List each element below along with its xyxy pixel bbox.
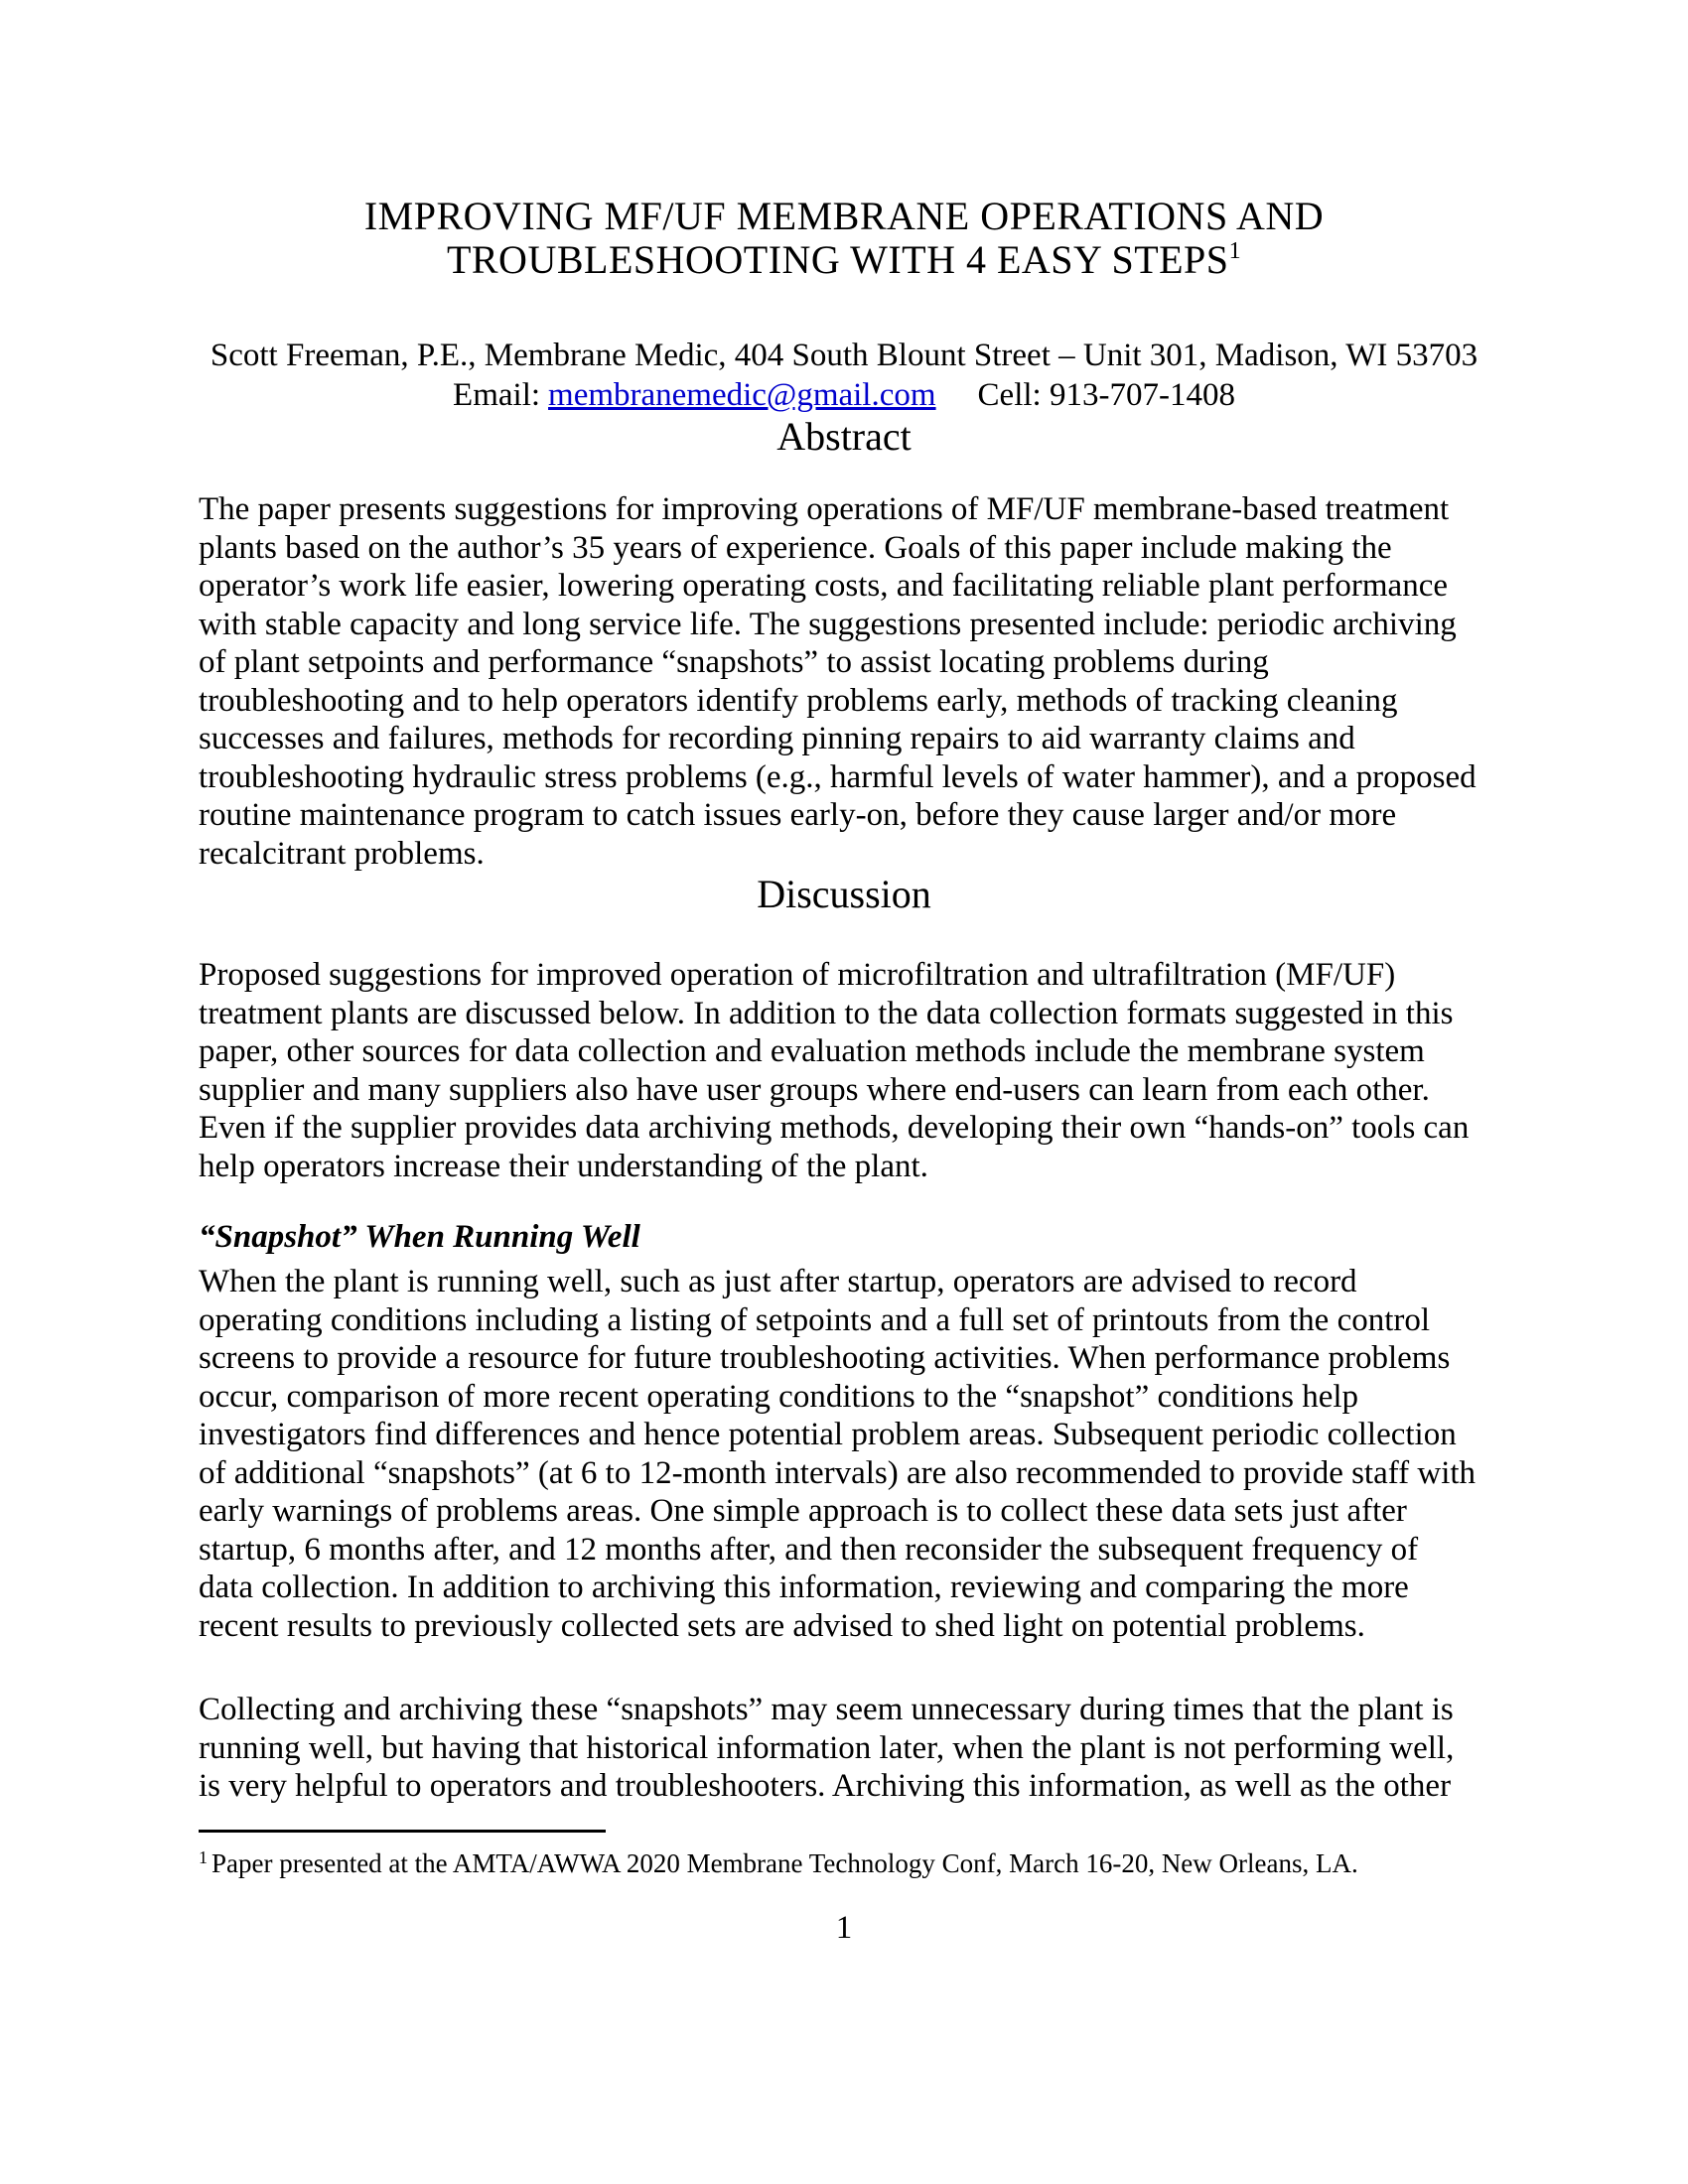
abstract-paragraph <box>199 490 1489 873</box>
text-line: treatment plants are discussed below. In addition to the data collection formats suggested in this <box>199 995 1454 1031</box>
footnote <box>199 1848 1489 1882</box>
text-line: of plant setpoints and performance “snapshots” to assist locating problems during <box>199 644 1269 680</box>
discussion-paragraph-3 <box>199 1691 1489 1806</box>
text-line: screens to provide a resource for future troubleshooting activities. When performance problems <box>199 1340 1451 1376</box>
footnote-marker: 1 <box>199 1846 208 1867</box>
author-line: Scott Freeman, P.E., Membrane Medic, 404 South Blount Street – Unit 301, Madison, WI 53703 <box>210 338 1478 373</box>
text-line: with stable capacity and long service life. The suggestions presented include: periodic archiving <box>199 606 1457 642</box>
text-line: plants based on the author’s 35 years of experience. Goals of this paper include making the <box>199 529 1392 566</box>
email-label: Email: <box>453 377 541 413</box>
discussion-paragraph-2 <box>199 1263 1489 1645</box>
text-line: successes and failures, methods for recording pinning repairs to aid warranty claims and <box>199 721 1355 756</box>
text-line: routine maintenance program to catch issues early-on, before they cause larger and/or more <box>199 797 1397 833</box>
page-number: 1 <box>835 1909 853 1946</box>
text-line: startup, 6 months after, and 12 months after, and then reconsider the subsequent frequency of <box>199 1531 1419 1568</box>
paper-title-line-1: IMPROVING MF/UF MEMBRANE OPERATIONS AND <box>363 194 1325 238</box>
text-line: paper, other sources for data collection and evaluation methods include the membrane system <box>199 1033 1425 1069</box>
text-line: occur, comparison of more recent operating conditions to the “snapshot” conditions help <box>199 1378 1359 1415</box>
discussion-heading: Discussion <box>757 872 931 916</box>
discussion-paragraph-1 <box>199 956 1489 1185</box>
abstract-heading: Abstract <box>776 414 912 459</box>
paper-title <box>199 195 1489 288</box>
contact-line <box>199 375 1489 415</box>
text-line: supplier and many suppliers also have user groups where end-users can learn from each other. <box>199 1071 1430 1108</box>
footnote-separator-rule <box>199 1830 606 1833</box>
text-line: investigators find differences and hence potential problem areas. Subsequent periodic collection <box>199 1417 1457 1452</box>
text-line: Even if the supplier provides data archiving methods, developing their own “hands-on” tools can <box>199 1110 1470 1146</box>
footnote-text: Paper presented at the AMTA/AWWA 2020 Membrane Technology Conf, March 16-20, New Orleans, LA. <box>211 1847 1358 1878</box>
text-line: troubleshooting and to help operators identify problems early, methods of tracking cleaning <box>199 682 1398 719</box>
text-line: troubleshooting hydraulic stress problems (e.g., harmful levels of water hammer), and a proposed <box>199 758 1477 795</box>
text-line: When the plant is running well, such as just after startup, operators are advised to record <box>199 1264 1357 1299</box>
email-link[interactable]: membranemedic@gmail.com <box>548 377 936 413</box>
page-content <box>199 0 1489 1948</box>
text-line: data collection. In addition to archiving this information, reviewing and comparing the more <box>199 1570 1409 1605</box>
text-line: recalcitrant problems. <box>199 835 485 872</box>
snapshot-subheading: “Snapshot” When Running Well <box>199 1219 640 1255</box>
text-line: Collecting and archiving these “snapshots” may seem unnecessary during times that the plant is <box>199 1692 1454 1727</box>
text-line: operator’s work life easier, lowering operating costs, and facilitating reliable plant performance <box>199 568 1448 604</box>
text-line: is very helpful to operators and troubleshooters. Archiving this information, as well as the other <box>199 1768 1452 1804</box>
text-line: Proposed suggestions for improved operation of microfiltration and ultrafiltration (MF/UF) <box>199 957 1396 993</box>
text-line: help operators increase their understanding of the plant. <box>199 1148 928 1184</box>
cell-phone-text: Cell: 913-707-1408 <box>977 377 1235 413</box>
text-line: early warnings of problems areas. One simple approach is to collect these data sets just after <box>199 1493 1407 1529</box>
text-line: of additional “snapshots” (at 6 to 12-month intervals) are also recommended to provide staff with <box>199 1454 1477 1491</box>
text-line: The paper presents suggestions for improving operations of MF/UF membrane-based treatment <box>199 491 1450 527</box>
title-footnote-marker: 1 <box>1228 238 1242 264</box>
text-line: operating conditions including a listing of setpoints and a full set of printouts from the control <box>199 1301 1431 1338</box>
text-line: running well, but having that historical information later, when the plant is not performing well, <box>199 1729 1455 1766</box>
text-line: recent results to previously collected sets are advised to shed light on potential problems. <box>199 1607 1365 1644</box>
paper-title-line-2: TROUBLESHOOTING WITH 4 EASY STEPS <box>446 237 1229 282</box>
